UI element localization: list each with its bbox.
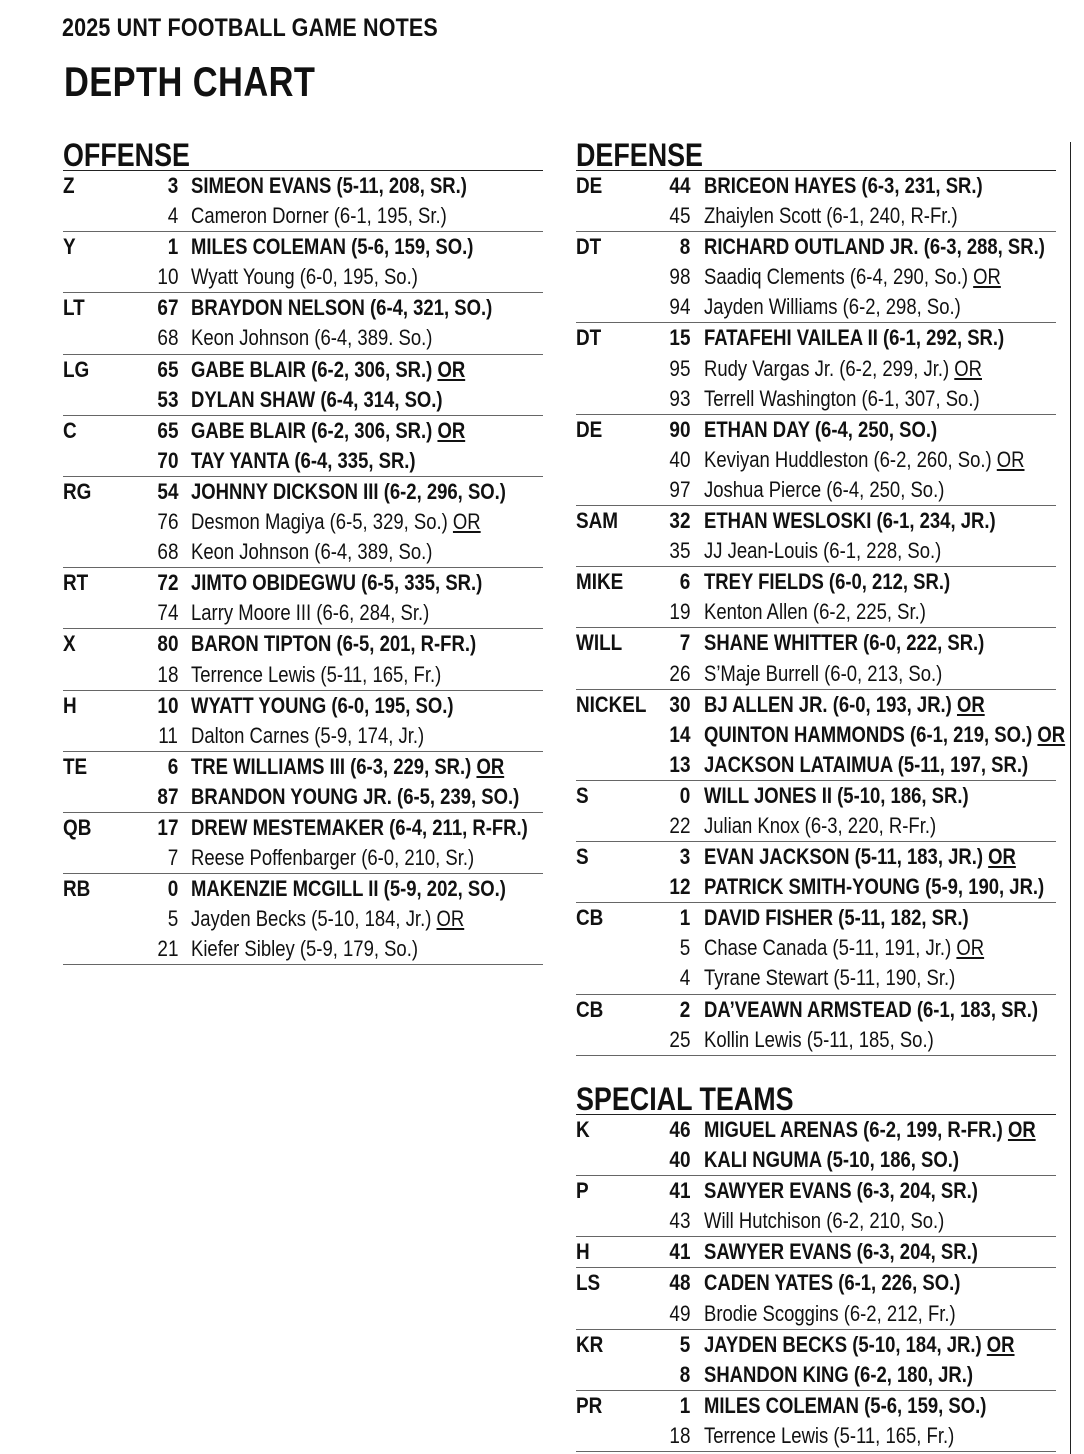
player-name: Larry Moore III (6-6, 284, Sr.): [191, 600, 430, 626]
position-label: PR: [576, 1392, 603, 1418]
player-row: [63, 323, 543, 353]
player-name: KALI NGUMA (5-10, 186, SO.): [704, 1147, 960, 1173]
player-row: [576, 1237, 1056, 1267]
player-row: [576, 872, 1056, 902]
jersey-number: 7: [679, 630, 690, 656]
position-label: DE: [576, 173, 603, 198]
or-marker: OR: [1037, 721, 1066, 747]
position-group: [576, 1176, 1056, 1237]
player-row: [576, 995, 1056, 1025]
player-name: Saadiq Clements (6-4, 290, So.) OR: [704, 264, 1001, 290]
player-row: [576, 659, 1056, 689]
jersey-number: 32: [668, 508, 690, 534]
jersey-number: 1: [167, 234, 178, 260]
player-name: MAKENZIE MCGILL II (5-9, 202, SO.): [191, 876, 506, 902]
jersey-number: 80: [156, 631, 178, 657]
jersey-number: 14: [668, 721, 690, 747]
player-name: BRAYDON NELSON (6-4, 321, SO.): [191, 295, 493, 321]
player-name: GABE BLAIR (6-2, 306, SR.) OR: [191, 417, 466, 443]
position-label: LT: [63, 295, 85, 321]
jersey-number: 68: [156, 325, 178, 351]
player-name: DAVID FISHER (5-11, 182, SR.): [704, 905, 969, 931]
player-row: [576, 292, 1056, 322]
player-name: Wyatt Young (6-0, 195, So.): [191, 264, 418, 290]
special-teams-heading: SPECIAL TEAMS: [576, 1081, 794, 1117]
player-name: SHANDON KING (6-2, 180, JR.): [704, 1361, 974, 1387]
player-name: TREY FIELDS (6-0, 212, SR.): [704, 569, 951, 595]
or-marker: OR: [956, 935, 985, 961]
offense-section: [63, 137, 543, 965]
player-row: [63, 782, 543, 812]
player-name: JACKSON LATAIMUA (5-11, 197, SR.): [704, 751, 1029, 777]
jersey-number: 3: [679, 844, 690, 870]
player-row: [63, 171, 543, 201]
player-row: [63, 568, 543, 598]
player-name: CADEN YATES (6-1, 226, SO.): [704, 1270, 961, 1296]
player-name: GABE BLAIR (6-2, 306, SR.) OR: [191, 356, 466, 382]
jersey-number: 67: [156, 295, 178, 321]
player-row: [63, 843, 543, 873]
position-label: NICKEL: [576, 691, 647, 717]
or-marker: OR: [996, 446, 1025, 472]
player-row: [576, 1025, 1056, 1055]
document-kicker: 2025 UNT FOOTBALL GAME NOTES: [62, 14, 438, 42]
player-name: Keon Johnson (6-4, 389, So.): [191, 539, 433, 565]
jersey-number: 74: [156, 600, 178, 626]
player-name: Desmon Magiya (6-5, 329, So.) OR: [191, 509, 481, 535]
position-label: TE: [63, 753, 88, 779]
jersey-number: 0: [167, 876, 178, 902]
jersey-number: 53: [156, 386, 178, 412]
or-marker: OR: [437, 417, 466, 443]
position-group: [576, 232, 1056, 323]
player-row: [576, 1268, 1056, 1298]
jersey-number: 1: [679, 1392, 690, 1418]
player-name: Zhaiylen Scott (6-1, 240, R-Fr.): [704, 203, 958, 229]
position-label: K: [576, 1117, 590, 1142]
player-row: [576, 232, 1056, 262]
position-group: [576, 903, 1056, 994]
position-label: X: [63, 631, 76, 657]
position-label: RT: [63, 570, 89, 596]
player-name: Keviyan Huddleston (6-2, 260, So.) OR: [704, 446, 1025, 472]
player-row: [576, 1145, 1056, 1175]
or-marker: OR: [436, 906, 465, 932]
page-title: DEPTH CHART: [64, 58, 316, 105]
position-group: [576, 567, 1056, 628]
player-name: Will Hutchison (6-2, 210, So.): [704, 1208, 945, 1234]
player-name: SHANE WHITTER (6-0, 222, SR.): [704, 630, 985, 656]
player-row: [63, 262, 543, 292]
position-group: [63, 752, 543, 813]
position-group: [576, 171, 1056, 232]
player-row: [63, 934, 543, 964]
player-name: Rudy Vargas Jr. (6-2, 299, Jr.) OR: [704, 355, 983, 381]
player-row: [576, 1176, 1056, 1206]
player-row: [63, 598, 543, 628]
or-marker: OR: [988, 844, 1016, 870]
jersey-number: 8: [679, 234, 690, 260]
player-row: [63, 752, 543, 782]
jersey-number: 1: [679, 905, 690, 931]
player-name: Jayden Williams (6-2, 298, So.): [704, 294, 961, 320]
player-row: [63, 385, 543, 415]
jersey-number: 8: [679, 1361, 690, 1387]
player-row: [576, 811, 1056, 841]
position-label: SAM: [576, 508, 619, 534]
player-row: [63, 874, 543, 904]
or-marker: OR: [973, 264, 1001, 290]
jersey-number: 17: [156, 814, 178, 840]
jersey-number: 26: [668, 660, 690, 686]
player-row: [576, 536, 1056, 566]
jersey-number: 72: [156, 570, 178, 596]
player-name: Keon Johnson (6-4, 389. So.): [191, 325, 433, 351]
position-label: CB: [576, 905, 604, 931]
player-name: PATRICK SMITH-YOUNG (5-9, 190, JR.): [704, 874, 1045, 900]
jersey-number: 4: [679, 965, 690, 991]
player-name: Kollin Lewis (5-11, 185, So.): [704, 1026, 934, 1052]
position-label: DE: [576, 416, 603, 442]
position-group: [576, 323, 1056, 414]
player-name: MIGUEL ARENAS (6-2, 199, R-FR.) OR: [704, 1117, 1036, 1142]
player-row: [576, 384, 1056, 414]
player-name: BARON TIPTON (6-5, 201, R-FR.): [191, 631, 477, 657]
jersey-number: 54: [156, 478, 178, 504]
player-name: Terrence Lewis (5-11, 165, Fr.): [191, 661, 442, 687]
player-name: Dalton Carnes (5-9, 174, Jr.): [191, 722, 425, 748]
player-row: [63, 201, 543, 231]
position-label: QB: [63, 814, 92, 840]
player-row: [576, 1115, 1056, 1145]
player-row: [576, 567, 1056, 597]
jersey-number: 5: [167, 906, 178, 932]
player-row: [576, 781, 1056, 811]
player-name: EVAN JACKSON (5-11, 183, JR.) OR: [704, 844, 1016, 870]
player-row: [576, 597, 1056, 627]
position-label: RG: [63, 478, 92, 504]
position-label: KR: [576, 1331, 604, 1357]
position-group: [576, 1237, 1056, 1268]
jersey-number: 0: [679, 782, 690, 808]
position-label: Y: [63, 234, 76, 260]
player-name: BRICEON HAYES (6-3, 231, SR.): [704, 173, 983, 198]
player-row: [63, 355, 543, 385]
player-row: [63, 629, 543, 659]
player-name: WYATT YOUNG (6-0, 195, SO.): [191, 692, 454, 718]
player-row: [576, 445, 1056, 475]
player-name: Brodie Scoggins (6-2, 212, Fr.): [704, 1300, 956, 1326]
player-row: [576, 1299, 1056, 1329]
player-name: Kiefer Sibley (5-9, 179, So.): [191, 936, 419, 962]
position-group: [63, 293, 543, 354]
jersey-number: 5: [679, 1331, 690, 1357]
position-label: S: [576, 844, 589, 870]
player-name: Cameron Dorner (6-1, 195, Sr.): [191, 203, 447, 229]
position-group: [576, 415, 1056, 506]
player-row: [63, 660, 543, 690]
player-row: [63, 507, 543, 537]
player-row: [576, 415, 1056, 445]
jersey-number: 18: [156, 661, 178, 687]
player-name: MILES COLEMAN (5-6, 159, SO.): [191, 234, 474, 260]
player-row: [576, 201, 1056, 231]
or-marker: OR: [452, 509, 481, 535]
jersey-number: 18: [668, 1422, 690, 1448]
or-marker: OR: [986, 1331, 1015, 1357]
position-group: [63, 629, 543, 690]
jersey-number: 6: [167, 753, 178, 779]
player-name: TAY YANTA (6-4, 335, SR.): [191, 447, 416, 473]
jersey-number: 12: [668, 874, 690, 900]
jersey-number: 49: [668, 1300, 690, 1326]
player-row: [576, 963, 1056, 993]
player-name: JJ Jean-Louis (6-1, 228, So.): [704, 538, 942, 564]
or-marker: OR: [956, 691, 985, 717]
position-label: S: [576, 782, 589, 808]
jersey-number: 21: [156, 936, 178, 962]
jersey-number: 40: [668, 446, 690, 472]
player-name: QUINTON HAMMONDS (6-1, 219, SO.) OR: [704, 721, 1066, 747]
player-row: [63, 813, 543, 843]
jersey-number: 46: [668, 1117, 690, 1142]
player-row: [576, 354, 1056, 384]
player-name: RICHARD OUTLAND JR. (6-3, 288, SR.): [704, 234, 1045, 260]
player-name: DA’VEAWN ARMSTEAD (6-1, 183, SR.): [704, 996, 1039, 1022]
position-group: [576, 1115, 1056, 1176]
player-row: [576, 690, 1056, 720]
jersey-number: 40: [668, 1147, 690, 1173]
player-name: Tyrane Stewart (5-11, 190, Sr.): [704, 965, 956, 991]
player-name: JOHNNY DICKSON III (6-2, 296, SO.): [191, 478, 506, 504]
player-name: SAWYER EVANS (6-3, 204, SR.): [704, 1239, 978, 1265]
position-group: [576, 842, 1056, 903]
offense-groups: [63, 171, 543, 965]
special-teams-section: [576, 1081, 1056, 1452]
position-group: [576, 628, 1056, 689]
position-group: [63, 355, 543, 416]
player-row: [63, 691, 543, 721]
position-label: H: [63, 692, 77, 718]
player-name: SAWYER EVANS (6-3, 204, SR.): [704, 1178, 978, 1204]
jersey-number: 44: [668, 173, 690, 198]
or-marker: OR: [954, 355, 983, 381]
player-row: [576, 750, 1056, 780]
position-group: [576, 1391, 1056, 1452]
jersey-number: 10: [156, 692, 178, 718]
player-name: BJ ALLEN JR. (6-0, 193, JR.) OR: [704, 691, 985, 717]
player-name: ETHAN DAY (6-4, 250, SO.): [704, 416, 938, 442]
player-row: [576, 262, 1056, 292]
position-group: [576, 690, 1066, 781]
position-group: [63, 691, 543, 752]
position-label: C: [63, 417, 77, 443]
player-name: BRANDON YOUNG JR. (6-5, 239, SO.): [191, 783, 520, 809]
player-name: WILL JONES II (5-10, 186, SR.): [704, 782, 969, 808]
or-marker: OR: [437, 356, 466, 382]
jersey-number: 68: [156, 539, 178, 565]
player-name: Terrell Washington (6-1, 307, So.): [704, 385, 980, 411]
position-group: [63, 477, 543, 568]
position-group: [576, 1268, 1056, 1329]
jersey-number: 35: [668, 538, 690, 564]
jersey-number: 22: [668, 812, 690, 838]
jersey-number: 4: [167, 203, 178, 229]
player-row: [576, 720, 1066, 750]
player-row: [576, 506, 1056, 536]
position-label: RB: [63, 876, 91, 902]
player-name: Terrence Lewis (5-11, 165, Fr.): [704, 1422, 955, 1448]
player-row: [63, 232, 543, 262]
player-name: JIMTO OBIDEGWU (6-5, 335, SR.): [191, 570, 483, 596]
player-row: [63, 416, 543, 446]
jersey-number: 11: [158, 722, 178, 748]
position-label: Z: [63, 173, 75, 198]
position-label: CB: [576, 996, 604, 1022]
jersey-number: 6: [679, 569, 690, 595]
defense-groups: [576, 171, 1066, 1056]
player-name: S’Maje Burrell (6-0, 213, So.): [704, 660, 943, 686]
position-label: H: [576, 1239, 590, 1265]
page-edge-rule: [1070, 142, 1071, 1454]
player-row: [576, 1330, 1056, 1360]
position-group: [576, 781, 1056, 842]
player-row: [576, 475, 1056, 505]
position-group: [63, 874, 543, 965]
player-row: [63, 446, 543, 476]
player-name: Jayden Becks (5-10, 184, Jr.) OR: [191, 906, 465, 932]
jersey-number: 45: [668, 203, 690, 229]
jersey-number: 43: [668, 1208, 690, 1234]
position-group: [576, 995, 1056, 1056]
jersey-number: 97: [668, 476, 690, 502]
player-name: FATAFEHI VAILEA II (6-1, 292, SR.): [704, 325, 1005, 351]
player-row: [576, 1360, 1056, 1390]
player-name: JAYDEN BECKS (5-10, 184, JR.) OR: [704, 1331, 1015, 1357]
jersey-number: 3: [167, 173, 178, 198]
position-label: LG: [63, 356, 90, 382]
jersey-number: 41: [668, 1178, 690, 1204]
player-name: Joshua Pierce (6-4, 250, So.): [704, 476, 945, 502]
player-row: [63, 904, 543, 934]
player-row: [576, 628, 1056, 658]
player-name: Reese Poffenbarger (6-0, 210, Sr.): [191, 845, 475, 871]
special-teams-groups: [576, 1115, 1056, 1452]
jersey-number: 19: [668, 599, 690, 625]
player-row: [576, 171, 1056, 201]
jersey-number: 87: [156, 783, 178, 809]
or-marker: OR: [476, 753, 505, 779]
player-name: TRE WILLIAMS III (6-3, 229, SR.) OR: [191, 753, 505, 779]
position-label: MIKE: [576, 569, 624, 595]
player-row: [576, 1391, 1056, 1421]
position-label: P: [576, 1178, 589, 1204]
position-label: DT: [576, 325, 602, 351]
player-row: [63, 477, 543, 507]
jersey-number: 65: [156, 417, 178, 443]
jersey-number: 90: [668, 416, 690, 442]
jersey-number: 70: [156, 447, 178, 473]
defense-section: [576, 137, 1066, 1056]
position-group: [63, 568, 543, 629]
jersey-number: 94: [668, 294, 690, 320]
player-name: Kenton Allen (6-2, 225, Sr.): [704, 599, 926, 625]
player-row: [576, 1421, 1056, 1451]
or-marker: OR: [1007, 1117, 1036, 1142]
player-name: ETHAN WESLOSKI (6-1, 234, JR.): [704, 508, 996, 534]
position-label: LS: [576, 1270, 601, 1296]
jersey-number: 7: [167, 845, 178, 871]
player-row: [576, 323, 1056, 353]
position-label: DT: [576, 234, 602, 260]
offense-heading: OFFENSE: [63, 137, 190, 173]
player-row: [576, 933, 1056, 963]
player-name: DREW MESTEMAKER (6-4, 211, R-FR.): [191, 814, 528, 840]
player-name: Chase Canada (5-11, 191, Jr.) OR: [704, 935, 985, 961]
player-row: [576, 903, 1056, 933]
player-name: DYLAN SHAW (6-4, 314, SO.): [191, 386, 443, 412]
jersey-number: 2: [679, 996, 690, 1022]
player-row: [576, 842, 1056, 872]
jersey-number: 65: [156, 356, 178, 382]
defense-heading: DEFENSE: [576, 137, 703, 173]
jersey-number: 10: [156, 264, 178, 290]
jersey-number: 98: [668, 264, 690, 290]
position-group: [63, 416, 543, 477]
position-group: [576, 1330, 1056, 1391]
jersey-number: 5: [679, 935, 690, 961]
jersey-number: 93: [668, 385, 690, 411]
position-group: [63, 813, 543, 874]
jersey-number: 95: [668, 355, 690, 381]
player-name: MILES COLEMAN (5-6, 159, SO.): [704, 1392, 987, 1418]
position-group: [63, 232, 543, 293]
position-label: WILL: [576, 630, 623, 656]
position-group: [63, 171, 543, 232]
jersey-number: 25: [668, 1026, 690, 1052]
player-name: SIMEON EVANS (5-11, 208, SR.): [191, 173, 467, 198]
position-group: [576, 506, 1056, 567]
jersey-number: 41: [668, 1239, 690, 1265]
player-name: Julian Knox (6-3, 220, R-Fr.): [704, 812, 937, 838]
player-row: [63, 293, 543, 323]
jersey-number: 15: [668, 325, 690, 351]
jersey-number: 76: [156, 509, 178, 535]
player-row: [576, 1206, 1056, 1236]
jersey-number: 30: [668, 691, 690, 717]
player-row: [63, 537, 543, 567]
player-row: [63, 721, 543, 751]
jersey-number: 13: [668, 751, 690, 777]
jersey-number: 48: [668, 1270, 690, 1296]
